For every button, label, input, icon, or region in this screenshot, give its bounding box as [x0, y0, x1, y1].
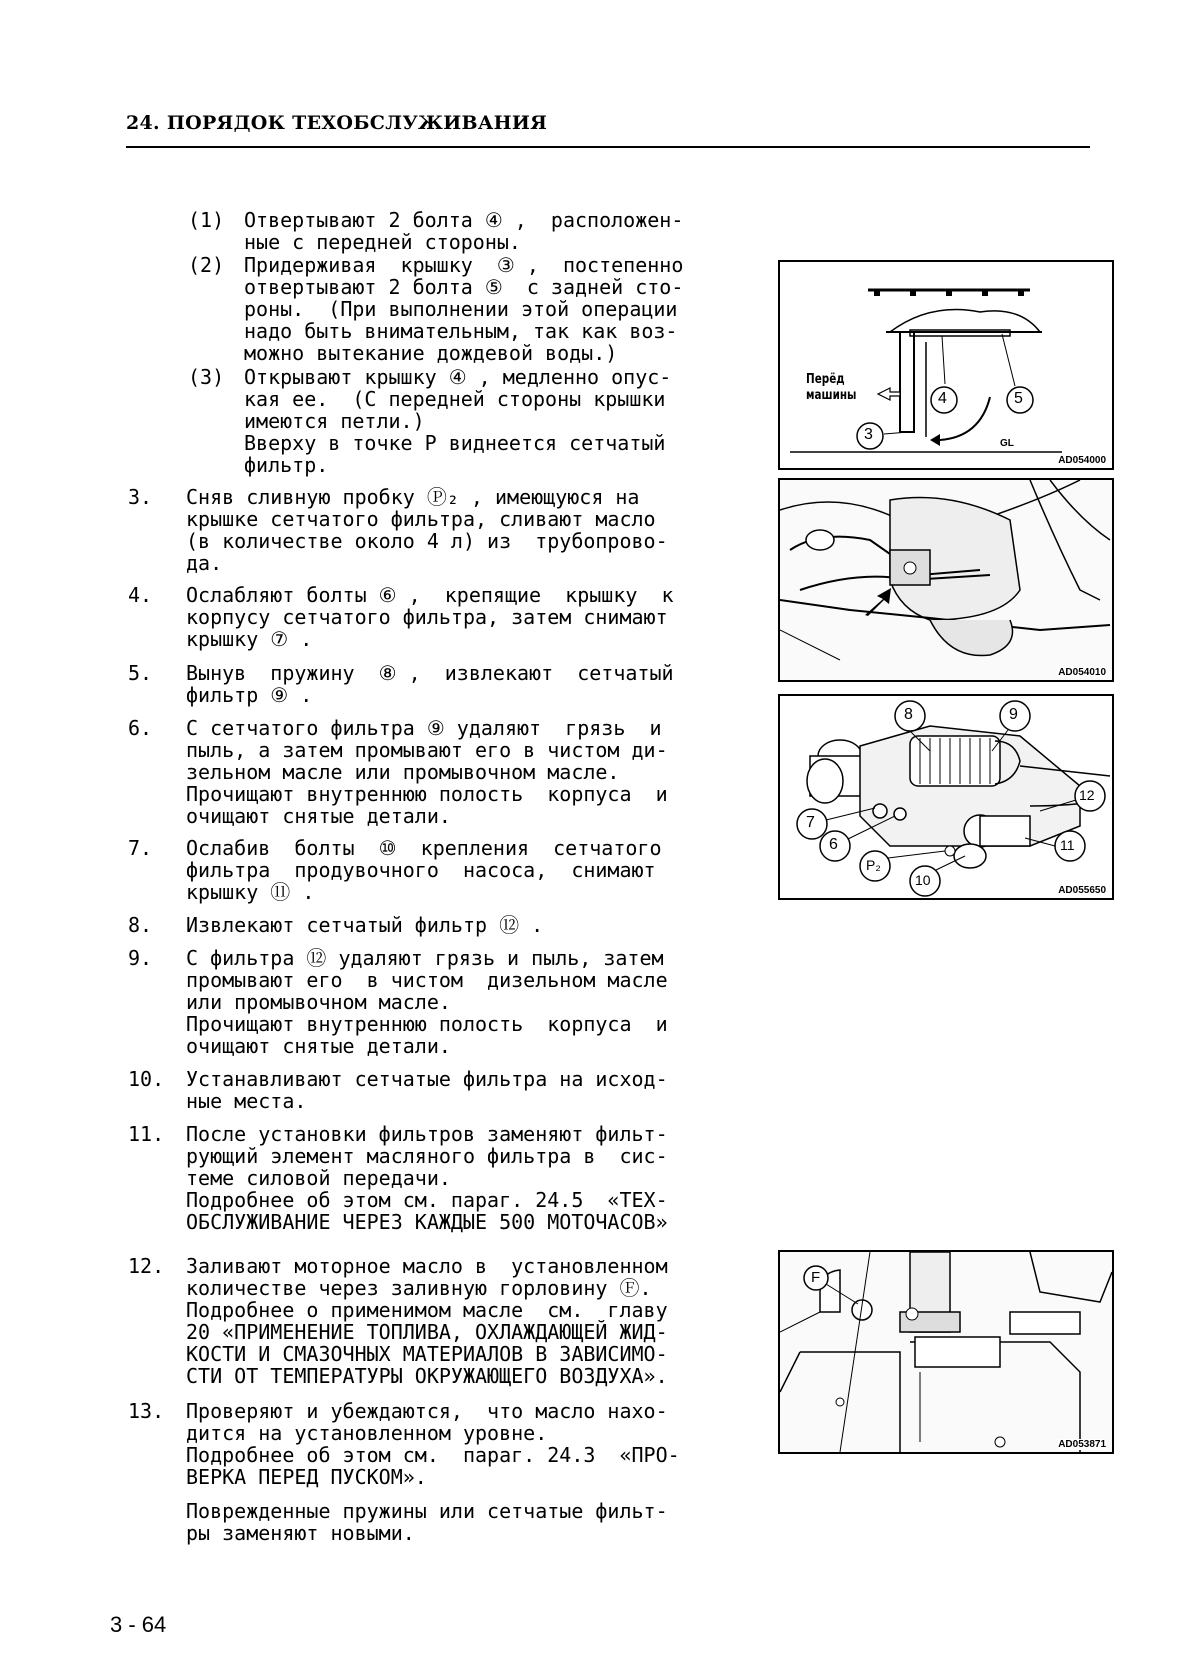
step-number: 4.	[128, 583, 153, 607]
step-line: промывают его в чистом дизельном масле	[186, 968, 668, 992]
callout-7: 7	[806, 814, 815, 831]
step-line: имеются петли.)	[244, 409, 425, 433]
step-number: 6.	[128, 716, 153, 740]
figure-oil-filler-photo	[778, 1250, 1114, 1454]
step-line: крышке сетчатого фильтра, сливают масло	[186, 507, 656, 531]
step-line: роны. (При выполнении этой операции	[244, 297, 678, 321]
step-line: очищают снятые детали.	[186, 1034, 451, 1058]
step-line: Ослабляют болты ⑥ , крепящие крышку к	[186, 583, 674, 607]
step-line: Открывают крышку ④ , медленно опус-	[244, 365, 672, 389]
step-line: крышку ⑦ .	[186, 627, 313, 651]
strainer-assembly-drawing	[780, 696, 1112, 898]
step-line: отвертывают 2 болта ⑤ с задней сто-	[244, 275, 684, 299]
step-line: Придерживая крышку ③ , постепенно	[244, 253, 684, 277]
step-line: СТИ ОТ ТЕМПЕРАТУРЫ ОКРУЖАЮЩЕГО ВОЗДУХА».	[186, 1364, 668, 1388]
step-line: или промывочном масле.	[186, 990, 451, 1014]
step-line: рующий элемент масляного фильтра в сис-	[186, 1144, 668, 1168]
step-line: теме силовой передачи.	[186, 1166, 451, 1190]
figure-cover-diagram	[778, 260, 1114, 470]
step-line: количестве через заливную горловину Ⓕ.	[186, 1276, 652, 1300]
step-line: фильтр ⑨ .	[186, 683, 313, 707]
note-line: Поврежденные пружины или сетчатые фильт-	[186, 1499, 668, 1523]
step-number: (1)	[188, 208, 225, 232]
page-header-title: 24. ПОРЯДОК ТЕХОБСЛУЖИВАНИЯ	[126, 112, 548, 134]
step-line: Подробнее об этом см. параг. 24.5 «ТЕХ-	[186, 1188, 668, 1212]
step-line: ные с передней стороны.	[244, 230, 521, 254]
note-line: ры заменяют новыми.	[186, 1521, 415, 1545]
callout-8: 8	[904, 706, 913, 723]
step-number: 12.	[128, 1254, 165, 1278]
callout-5: 5	[1014, 390, 1023, 407]
label-machine: машины	[806, 388, 857, 403]
step-number: 13.	[128, 1399, 165, 1423]
cover-diagram-drawing	[780, 262, 1112, 468]
step-line: надо быть внимательным, так как воз-	[244, 319, 678, 343]
step-line: С фильтра ⑫ удаляют грязь и пыль, затем	[186, 946, 664, 970]
step-number: 3.	[128, 485, 153, 509]
step-line: ОБСЛУЖИВАНИЕ ЧЕРЕЗ КАЖДЫЕ 500 МОТОЧАСОВ»	[186, 1210, 668, 1234]
step-number: 7.	[128, 836, 153, 860]
step-line: Заливают моторное масло в установленном	[186, 1254, 668, 1278]
step-line: Подробнее о применимом масле см. главу	[186, 1298, 668, 1322]
step-line: Отвертывают 2 болта ④ , расположен-	[244, 208, 684, 232]
figure-drain-plug-photo	[778, 478, 1114, 682]
callout-6: 6	[829, 836, 838, 853]
step-line: ные места.	[186, 1089, 307, 1113]
step-number: (3)	[188, 365, 225, 389]
step-line: 20 «ПРИМЕНЕНИЕ ТОПЛИВА, ОХЛАЖДАЮЩЕЙ ЖИД-	[186, 1320, 668, 1344]
figure-code: AD053871	[1058, 1439, 1106, 1450]
figure-code: AD054000	[1058, 455, 1106, 466]
step-line: фильтра продувочного насоса, снимают	[186, 858, 656, 882]
figure-code: AD054010	[1058, 667, 1106, 678]
step-line: Извлекают сетчатый фильтр ⑫ .	[186, 913, 544, 937]
step-number: 10.	[128, 1067, 165, 1091]
step-line: Прочищают внутреннюю полость корпуса и	[186, 782, 668, 806]
step-line: Проверяют и убеждаются, что масло нахо-	[186, 1399, 668, 1423]
step-number: 11.	[128, 1122, 165, 1146]
step-line: ВЕРКА ПЕРЕД ПУСКОМ».	[186, 1465, 427, 1489]
callout-12: 12	[1079, 787, 1095, 803]
step-line: (в количестве около 4 л) из трубопрово-	[186, 529, 668, 553]
label-gl: GL	[1000, 438, 1014, 449]
step-line: корпусу сетчатого фильтра, затем снимают	[186, 605, 668, 629]
callout-4: 4	[938, 390, 947, 407]
step-line: пыль, а затем промывают его в чистом ди-	[186, 738, 668, 762]
step-line: да.	[186, 551, 223, 575]
callout-10: 10	[915, 872, 931, 888]
step-line: можно вытекание дождевой воды.)	[244, 341, 618, 365]
step-line: крышку ⑪ .	[186, 880, 315, 904]
step-line: Сняв сливную пробку Ⓟ₂ , имеющуюся на	[186, 485, 640, 509]
step-line: фильтр.	[244, 453, 329, 477]
step-line: КОСТИ И СМАЗОЧНЫХ МАТЕРИАЛОВ В ЗАВИСИМО-	[186, 1342, 668, 1366]
label-front: Перёд	[806, 372, 845, 387]
step-line: После установки фильтров заменяют фильт-	[186, 1122, 668, 1146]
step-line: Подробнее об этом см. параг. 24.3 «ПРО-	[186, 1443, 680, 1467]
figure-code: AD055650	[1058, 885, 1106, 896]
step-line: Устанавливают сетчатые фильтра на исход-	[186, 1067, 668, 1091]
step-number: 8.	[128, 913, 153, 937]
figure-strainer-assembly	[778, 694, 1114, 900]
step-line: зельном масле или промывочном масле.	[186, 760, 620, 784]
step-line: Ослабив болты ⑩ крепления сетчатого	[186, 836, 662, 860]
step-line: дится на установленном уровне.	[186, 1421, 548, 1445]
oil-filler-photo-drawing	[780, 1252, 1112, 1452]
step-line: Вынув пружину ⑧ , извлекают сетчатый	[186, 661, 674, 685]
callout-3: 3	[864, 426, 873, 443]
callout-9: 9	[1009, 706, 1018, 723]
step-number: (2)	[188, 253, 225, 277]
header-rule	[126, 146, 1090, 148]
page-number: 3 - 64	[110, 1612, 167, 1637]
drain-plug-photo-drawing	[780, 480, 1112, 680]
step-line: Вверху в точке Р виднеется сетчатый	[244, 431, 666, 455]
step-line: Прочищают внутреннюю полость корпуса и	[186, 1012, 668, 1036]
step-line: С сетчатого фильтра ⑨ удаляют грязь и	[186, 716, 662, 740]
callout-p2: P₂	[866, 857, 881, 873]
step-number: 9.	[128, 946, 153, 970]
step-line: кая ее. (С передней стороны крышки	[244, 387, 666, 411]
callout-f: F	[811, 1269, 821, 1286]
callout-11: 11	[1060, 837, 1075, 853]
step-number: 5.	[128, 661, 153, 685]
step-line: очищают снятые детали.	[186, 804, 451, 828]
